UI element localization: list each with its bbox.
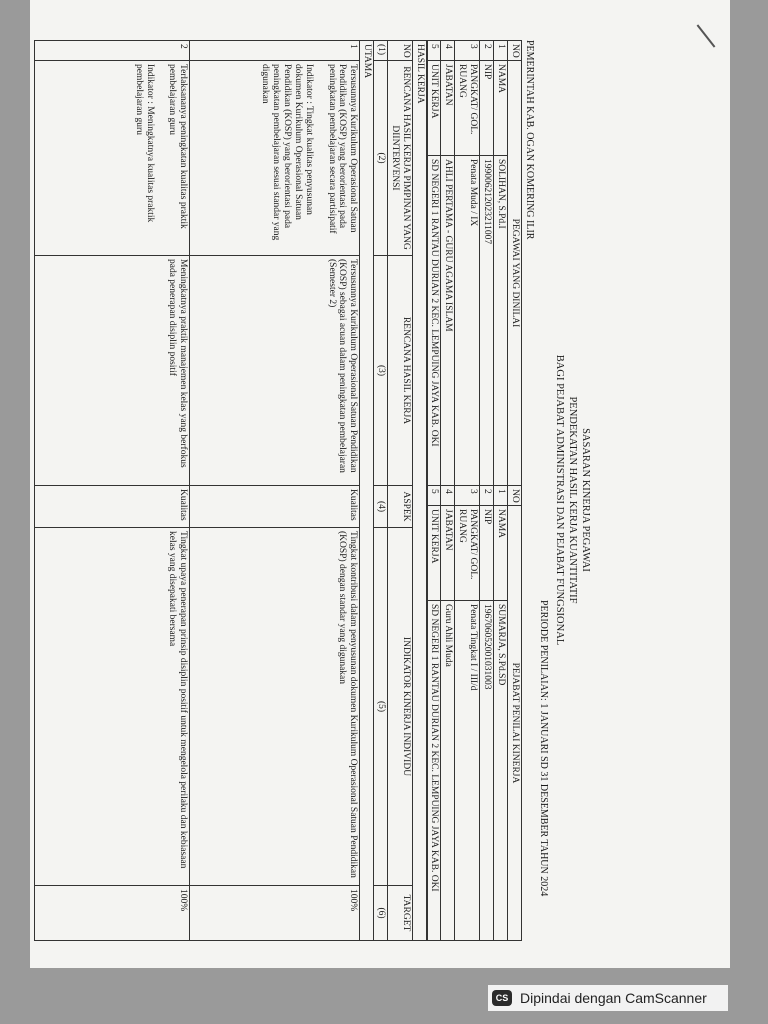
pegawai-dinilai-header: PEGAWAI YANG DINILAI [508, 61, 522, 486]
penilai-unit-kerja: SD NEGERI 1 RANTAU DURIAN 2 KEC. LEMPUING JAYA KAB. OKI [427, 601, 441, 941]
pegawai-nama: SOLIHAN, S.Pd.I [494, 156, 508, 486]
col-header-target: TARGET [388, 886, 413, 941]
row-no: 2 [480, 41, 494, 61]
col-number: (4) [374, 486, 388, 528]
camscanner-watermark [488, 985, 728, 1011]
target-text: 100% [35, 886, 190, 941]
penilai-pangkat: Penata Tingkat I / III/d [455, 601, 480, 941]
rhk-pimpinan-text: Tersusunnya Kurikulum Operasional Satuan Pendidikan (KOSP) yang berorientasi pada peningkatan pembelajaran secara partisipatif [326, 64, 359, 234]
pegawai-unit-kerja: SD NEGERI 1 RANTAU DURIAN 2 KEC. LEMPUING JAYA KAB. OKI [427, 156, 441, 486]
pegawai-table [427, 40, 522, 941]
camscanner-logo-icon: CS [492, 990, 512, 1006]
table-row [190, 41, 360, 941]
row-no: 2 [35, 41, 190, 61]
row-label: NIP [480, 506, 494, 601]
penilai-nama: SUMARJA, S.Pd.SD [494, 601, 508, 941]
table-row [427, 41, 441, 941]
table-row [455, 41, 480, 941]
rhk-pimpinan-indikator: Indikator : Meningkatnya kualitas praktik pembelajaran guru [133, 64, 155, 223]
rhk-pimpinan-indikator: Indikator : Tingkat kualitas penyusunan dokumen Kurikulum Operasional Satuan Pendidikan (KOSP) yang berorientasi pada peningkatan pembelajaran sesuai standar yang digunakan [259, 64, 314, 241]
row-no: 4 [441, 41, 455, 61]
hasil-kerja-table [34, 40, 427, 941]
table-row [360, 41, 374, 941]
col-number: (6) [374, 886, 388, 941]
col-header-indikator: INDIKATOR KINERJA INDIVIDU [388, 528, 413, 886]
col-number: (3) [374, 256, 388, 486]
rhk-pimpinan-cell [190, 61, 360, 256]
penilai-nip: 196706052001031003 [480, 601, 494, 941]
target-text: 100% [190, 886, 360, 941]
row-no: 2 [480, 486, 494, 506]
row-no: 4 [441, 486, 455, 506]
row-no: 5 [427, 41, 441, 61]
row-label: UNIT KERJA [427, 506, 441, 601]
rotated-document [25, 40, 595, 960]
row-label: NAMA [494, 61, 508, 156]
row-no: 5 [427, 486, 441, 506]
hasil-kerja-label: HASIL KERJA [413, 41, 427, 941]
row-label: PANGKAT/ GOL. RUANG [455, 506, 480, 601]
col-number: (1) [374, 41, 388, 61]
pemerintah-label: PEMERINTAH KAB. OGAN KOMERING ILIR [524, 40, 535, 240]
table-row [494, 41, 508, 941]
table-row [388, 41, 413, 941]
pegawai-jabatan: AHLI PERTAMA - GURU AGAMA ISLAM [441, 156, 455, 486]
rhk-text: Tersusunnya Kurikulum Operasional Satuan Pendidikan (KOSP) sebagai acuan dalam peningkatan pembelajaran (Semester 2) [190, 256, 360, 486]
rhk-pimpinan-cell [35, 61, 190, 256]
rhk-text: Meningkatnya praktik manajemen kelas yang berfokus pada penerapan disiplin positif [35, 256, 190, 486]
pejabat-penilai-header: PEJABAT PENILAI KINERJA [508, 506, 522, 941]
row-no: 1 [494, 486, 508, 506]
row-label: UNIT KERJA [427, 61, 441, 156]
row-label: NAMA [494, 506, 508, 601]
row-no: 1 [190, 41, 360, 61]
rhk-pimpinan-text: Terlaksananya peningkatan kualitas praktik pembelajaran guru [167, 64, 189, 229]
no-header: NO [508, 41, 522, 61]
camscanner-text: Dipindai dengan CamScanner [520, 990, 707, 1006]
aspek-text: Kualitas [35, 486, 190, 528]
utama-label: UTAMA [360, 41, 374, 941]
col-number: (2) [374, 61, 388, 256]
table-row [374, 41, 388, 941]
periode-penilaian: PERIODE PENILAIAN: 1 JANUARI SD 31 DESEMBER TAHUN 2024 [538, 600, 549, 897]
col-header-aspek: ASPEK [388, 486, 413, 528]
no-header: NO [508, 486, 522, 506]
row-no: 1 [494, 41, 508, 61]
pegawai-nip: 199006212023211007 [480, 156, 494, 486]
row-no: 3 [455, 41, 480, 61]
doc-title: SASARAN KINERJA PEGAWAI [580, 428, 591, 572]
penilai-jabatan: Guru Ahli Muda [441, 601, 455, 941]
col-header-no: NO [388, 41, 413, 61]
table-row [441, 41, 455, 941]
row-label: PANGKAT/ GOL. RUANG [455, 61, 480, 156]
col-header-rhk-pimpinan: RENCANA HASIL KERJA PIMPINAN YANG DIINTERVENSI [388, 61, 413, 256]
row-label: JABATAN [441, 61, 455, 156]
doc-subtitle: PENDEKATAN HASIL KERJA KUANTITATIF [567, 396, 578, 604]
aspek-text: Kualitas [190, 486, 360, 528]
indikator-text: Tingkat kontribusi dalam penyusunan dokumen Kurikulum Operasional Satuan Pendidikan (KOSP) dengan standar yang digunakan [190, 528, 360, 886]
table-row [508, 41, 522, 941]
row-label: NIP [480, 61, 494, 156]
row-no: 3 [455, 486, 480, 506]
table-row [413, 41, 427, 941]
col-number: (5) [374, 528, 388, 886]
row-label: JABATAN [441, 506, 455, 601]
col-header-rhk: RENCANA HASIL KERJA [388, 256, 413, 486]
table-row [480, 41, 494, 941]
indikator-text: Tingkat upaya penerapan prinsip disiplin positif untuk mengelola perilaku dan kebiasaan kelas yang disepakati bersama [35, 528, 190, 886]
table-row [35, 41, 190, 941]
pegawai-pangkat: Penata Muda / IX [455, 156, 480, 486]
doc-subtitle-2: BAGI PEJABAT ADMINISTRASI DAN PEJABAT FUNGSIONAL [554, 354, 565, 646]
